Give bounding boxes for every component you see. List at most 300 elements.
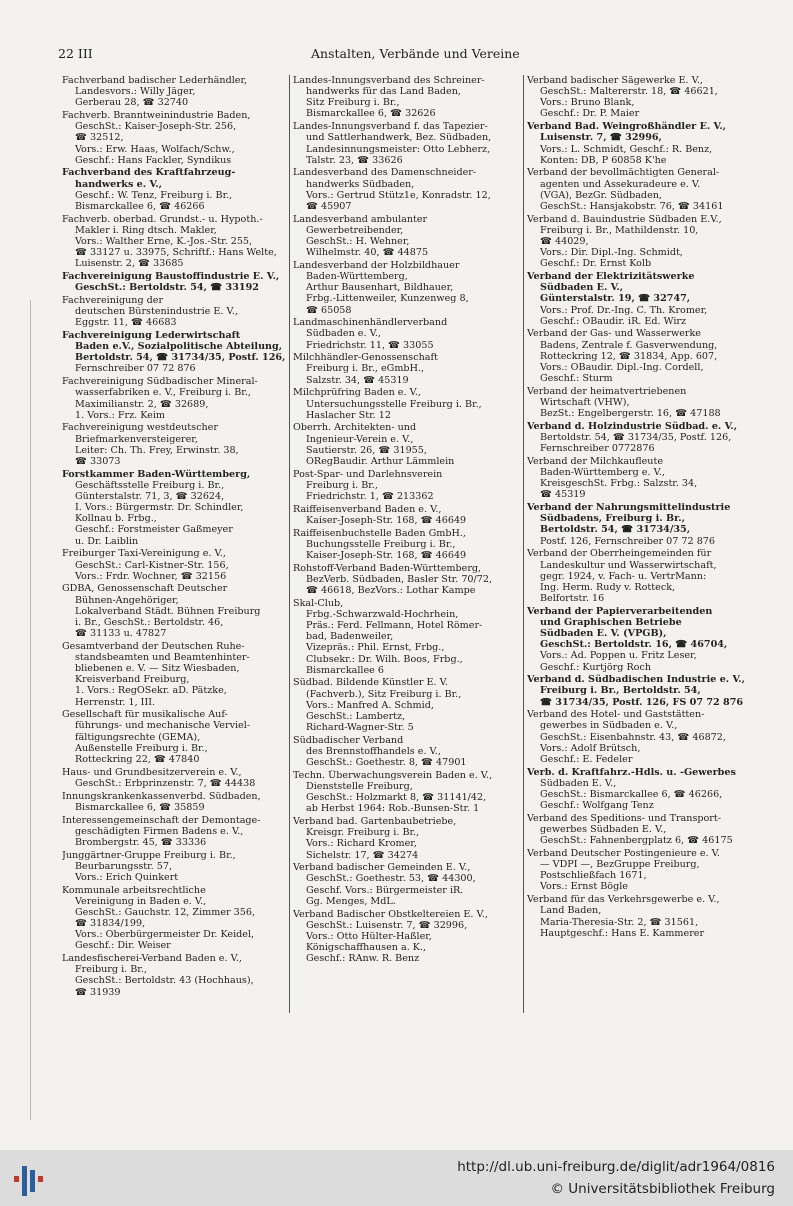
entry-line: Vors.: OBaudir. Dipl.-Ing. Cordell, (540, 361, 704, 373)
directory-entry (527, 167, 767, 212)
entry-line: Buchungsstelle Freiburg i. Br., (306, 538, 456, 550)
library-logo-icon (12, 1158, 48, 1198)
entry-line: Freiburg i. Br., (306, 479, 378, 491)
entry-line: Interessengemeinschaft der Demontage- (62, 814, 261, 826)
directory-entry (527, 214, 767, 270)
entry-line: Verband der Elektrizitätswerke (527, 271, 695, 283)
entry-line: Verband des Speditions- und Transport- (527, 812, 721, 824)
directory-entry (293, 528, 529, 561)
entry-line: ☎ 31734/35, Postf. 126, FS 07 72 876 (540, 696, 744, 708)
entry-line: Südbadens, Freiburg i. Br., (540, 513, 685, 525)
entry-line: Fachvereinigung Baustoffindustrie E. V., (62, 271, 280, 283)
column-divider (289, 75, 290, 1013)
entry-line: Salzstr. 34, ☎ 45319 (306, 374, 409, 386)
column-middle (293, 75, 529, 966)
entry-line: Skal-Club, (293, 597, 344, 609)
entry-line: Landesinnungsmeister: Otto Lebherz, (306, 143, 491, 155)
entry-line: ☎ 31133 u. 47827 (75, 628, 167, 640)
entry-line: und Graphischen Betriebe (540, 616, 682, 628)
entry-line: Gesamtverband der Deutschen Ruhe- (62, 640, 245, 652)
directory-entry (527, 848, 767, 893)
entry-line: ☎ 32512, (75, 132, 124, 144)
entry-line: Verband der Oberrheingemeinden für (527, 548, 712, 560)
entry-line: Fachverband des Kraftfahrzeug- (62, 167, 236, 179)
entry-line: GeschSt.: Erbprinzenstr. 7, ☎ 44438 (75, 777, 256, 789)
entry-line: Kreisgr. Freiburg i. Br., (306, 827, 420, 839)
entry-line: Verband der Milchkaufleute (527, 455, 664, 467)
entry-line: Konten: DB, P 60858 K'he (540, 154, 667, 166)
entry-line: GeschSt.: Kaiser-Joseph-Str. 256, (75, 121, 237, 133)
entry-line: Bismarckallee 6, ☎ 46266 (75, 200, 205, 212)
entry-line: Geschf.: Kurtjörg Roch (540, 661, 652, 673)
entry-line: GeschSt.: Bertoldstr. 54, ☎ 33192 (75, 282, 259, 294)
entry-line: Friedrichstr. 1, ☎ 213362 (306, 490, 434, 502)
entry-line: Fachvereinigung westdeutscher (62, 422, 218, 434)
entry-line: Verband d. Holzindustrie Südbad. e. V., (527, 420, 738, 432)
entry-line: Vereinigung in Baden e. V., (75, 895, 207, 907)
entry-line: und Sattlerhandwerk, Bez. Südbaden, (306, 132, 492, 144)
entry-line: gegr. 1924, v. Fach- u. VertrMann: (540, 570, 707, 582)
entry-line: GeschSt.: Luisenstr. 7, ☎ 32996, (306, 919, 468, 931)
entry-line: Land Baden, (540, 905, 602, 917)
entry-line: Untersuchungsstelle Freiburg i. Br., (306, 398, 482, 410)
entry-line: GeschSt.: Goethestr. 8, ☎ 47901 (306, 757, 467, 769)
entry-line: ab Herbst 1964: Rob.-Bunsen-Str. 1 (306, 803, 480, 815)
entry-line: Rotteckring 22, ☎ 47840 (75, 753, 200, 765)
entry-line: Vors.: Manfred A. Schmid, (306, 699, 434, 711)
entry-line: Königschaffhausen a. K., (306, 942, 427, 953)
entry-line: GDBA, Genossenschaft Deutscher (62, 583, 228, 595)
directory-entry (527, 767, 767, 812)
entry-line: Verband des Hotel- und Gaststätten- (527, 709, 705, 721)
entry-line: wasserfabriken e. V., Freiburg i. Br., (75, 387, 251, 399)
entry-line: (VGA), BezGr. Südbaden, (540, 189, 662, 201)
entry-line: Sitz Freiburg i. Br., (306, 97, 400, 109)
directory-entry (62, 548, 288, 581)
directory-entry (62, 330, 288, 375)
entry-line: ☎ 45319 (540, 489, 586, 501)
entry-line: Kreisverband Freiburg, (75, 674, 190, 686)
directory-entry (293, 469, 529, 502)
entry-line: Vors.: Walther Erne, K.-Jos.-Str. 255, (75, 235, 253, 247)
entry-line: GeschSt.: Holzmarkt 8, ☎ 31141/42, (306, 792, 487, 804)
entry-line: Bismarckallee 6, ☎ 32626 (306, 108, 436, 120)
entry-line: Freiburg i. Br., eGmbH., (306, 363, 425, 375)
directory-entry (527, 271, 767, 327)
entry-line: Milchhändler-Genossenschaft (293, 352, 438, 364)
directory-entry (527, 328, 767, 384)
entry-line: Geschf.: W. Tenz, Freiburg i. Br., (75, 189, 233, 201)
entry-line: Verband Badischer Obstkeltereien E. V., (293, 908, 488, 920)
entry-line: Südbaden E. V., (540, 777, 617, 789)
entry-line: Eggstr. 11, ☎ 46683 (75, 317, 177, 329)
entry-line: KreisgeschSt. Frbg.: Salzstr. 34, (540, 478, 698, 490)
entry-line: 1. Vors.: RegOSekr. aD. Pätzke, (75, 685, 227, 697)
entry-line: GeschSt.: Fahnenbergplatz 6, ☎ 46175 (540, 835, 733, 847)
entry-line: bad, Badenweiler, (306, 631, 394, 643)
entry-line: Verband badischer Sägewerke E. V., (527, 75, 703, 86)
margin-line (30, 300, 31, 1120)
directory-entry (527, 813, 767, 846)
entry-line: Kaiser-Joseph-Str. 168, ☎ 46649 (306, 514, 467, 526)
entry-line: Wilhelmstr. 40, ☎ 44875 (306, 247, 429, 259)
entry-line: Vors.: Erich Quinkert (75, 871, 179, 883)
entry-line: GeschSt.: Bismarckallee 6, ☎ 46266, (540, 789, 723, 800)
source-url-link[interactable]: http://dl.ub.uni-freiburg.de/diglit/adr1964/0816 (457, 1159, 775, 1175)
entry-line: Landeskultur und Wasserwirtschaft, (540, 559, 717, 571)
entry-line: GeschSt.: Eisenbahnstr. 43, ☎ 46872, (540, 731, 726, 743)
entry-line: geschädigten Firmen Badens e. V., (75, 825, 244, 837)
entry-line: Geschf.: Wolfgang Tenz (540, 800, 654, 812)
entry-line: Bertoldstr. 54, ☎ 31734/35, Postf. 126, (75, 352, 286, 364)
directory-entry (62, 75, 288, 108)
entry-line: Kaiser-Joseph-Str. 168, ☎ 46649 (306, 549, 467, 561)
entry-line: Landes-Innungsverband des Schreiner- (293, 75, 485, 86)
entry-line: Landesverband des Damenschneider- (293, 167, 477, 179)
entry-line: gewerbes Südbaden E. V., (540, 824, 667, 836)
directory-entry (62, 167, 288, 212)
entry-line: deutschen Bürstenindustrie E. V., (75, 306, 238, 318)
entry-line: Belfortstr. 16 (540, 592, 605, 604)
entry-line: Arthur Bausenhart, Bildhauer, (306, 282, 454, 294)
entry-line: Landmaschinenhändlerverband (293, 317, 448, 329)
copyright-text: © Universitätsbibliothek Freiburg (550, 1181, 775, 1197)
entry-line: GeschSt.: Lambertz, (306, 710, 406, 722)
entry-line: Fachverb. Branntweinindustrie Baden, (62, 110, 251, 122)
entry-line: ORegBaudir. Arthur Lämmlein (306, 455, 455, 467)
entry-line: Südbaden E. V. (VPGB), (540, 628, 667, 640)
entry-line: GeschSt.: Goethestr. 53, ☎ 44300, (306, 873, 476, 885)
directory-entry (527, 606, 767, 673)
entry-line: Maximilianstr. 2, ☎ 32689, (75, 398, 209, 410)
entry-line: Fachvereinigung Lederwirtschaft (62, 330, 241, 341)
entry-line: Südbad. Bildende Künstler E. V. (293, 677, 448, 689)
column-right (527, 75, 767, 940)
entry-line: Vors.: Erw. Haas, Wolfach/Schw., (75, 143, 235, 155)
entry-line: Geschf.: Forstmeister Gaßmeyer (75, 524, 233, 536)
directory-entry (293, 121, 529, 166)
entry-line: Vors.: Adolf Brütsch, (540, 742, 641, 754)
entry-line: ☎ 33073 (75, 455, 121, 467)
entry-line: Fernschreiber 0772876 (540, 443, 655, 455)
entry-line: ☎ 31834/199, (75, 918, 146, 930)
directory-entry (527, 75, 767, 120)
directory-entry (62, 214, 288, 270)
entry-line: Bertoldstr. 54, ☎ 31734/35, (540, 524, 691, 536)
entry-line: Raiffeisenverband Baden e. V., (293, 503, 442, 515)
entry-line: Baden e.V., Sozialpolitische Abteilung, (75, 341, 283, 353)
entry-line: ☎ 45907 (306, 200, 352, 212)
directory-entry (293, 677, 529, 733)
entry-line: GeschSt.: Bertoldstr. 43 (Hochhaus), (75, 975, 254, 987)
entry-line: Kommunale arbeitsrechtliche (62, 884, 206, 896)
directory-entry (62, 469, 288, 547)
directory-entry (527, 548, 767, 604)
entry-line: Geschf.: Dir. Weiser (75, 940, 171, 952)
entry-line: ☎ 31939 (75, 986, 121, 998)
directory-entry (293, 563, 529, 596)
entry-line: Brombergstr. 45, ☎ 33336 (75, 836, 207, 848)
entry-line: Badens, Zentrale f. Gasverwendung, (540, 339, 718, 351)
entry-line: Geschf.: OBaudir. iR. Ed. Wirz (540, 315, 687, 327)
directory-entry (293, 167, 529, 212)
entry-line: Sichelstr. 17, ☎ 34274 (306, 849, 419, 861)
entry-line: Vors.: Ad. Poppen u. Fritz Leser, (540, 650, 697, 662)
entry-line: Landesfischerei-Verband Baden e. V., (62, 953, 242, 965)
entry-line: ☎ 44029, (540, 235, 589, 247)
entry-line: Verband der Gas- und Wasserwerke (527, 328, 701, 340)
directory-entry (62, 850, 288, 883)
entry-line: Geschf.: Dr. Ernst Kolb (540, 258, 652, 270)
directory-entry (293, 816, 529, 861)
entry-line: Verband der Papierverarbeitenden (527, 605, 713, 617)
directory-entry (62, 110, 288, 166)
entry-line: Luisenstr. 7, ☎ 32996, (540, 132, 662, 144)
entry-line: Südbaden e. V., (306, 328, 381, 340)
entry-line: Haslacher Str. 12 (306, 409, 391, 421)
entry-line: ☎ 46618, BezVors.: Lothar Kampe (306, 585, 476, 596)
entry-line: BezSt.: Engelbergerstr. 16, ☎ 47188 (540, 408, 721, 420)
directory-entry (293, 909, 529, 965)
directory-entry (293, 422, 529, 467)
entry-line: Vors.: Otto Hülter-Haßler, (306, 930, 432, 942)
entry-line: Fachverb. oberbad. Grundst.- u. Hypoth.- (62, 213, 263, 225)
entry-line: Baden-Württemberg, (306, 271, 408, 283)
entry-line: Geschf.: Dr. P. Maier (540, 108, 640, 120)
entry-line: Freiburg i. Br., (75, 964, 147, 976)
entry-line: Vors.: L. Schmidt, Geschf.: R. Benz, (540, 143, 713, 155)
entry-line: handwerks e. V., (75, 178, 162, 190)
entry-line: Vors.: Oberbürgermeister Dr. Keidel, (75, 929, 255, 941)
directory-entry (62, 641, 288, 708)
entry-line: — VDPI —, BezGruppe Freiburg, (540, 859, 700, 871)
directory-entry (62, 295, 288, 328)
column-left (62, 75, 288, 999)
entry-line: Junggärtner-Gruppe Freiburg i. Br., (62, 849, 236, 861)
entry-line: Verband für das Verkehrsgewerbe e. V., (527, 894, 720, 906)
directory-entry (527, 456, 767, 501)
entry-line: GeschSt.: Hansjakobstr. 76, ☎ 34161 (540, 200, 724, 212)
entry-line: Südbaden E. V., (540, 282, 624, 294)
entry-line: Vizepräs.: Phil. Ernst, Frbg., (306, 642, 445, 654)
entry-line: Forstkammer Baden-Württemberg, (62, 468, 251, 480)
entry-line: Verband Deutscher Postingenieure e. V. (527, 847, 720, 859)
entry-line: Freiburg i. Br., Bertoldstr. 54, (540, 685, 701, 697)
entry-line: Geschf.: RAnw. R. Benz (306, 953, 420, 965)
page-header (58, 46, 757, 64)
entry-line: Außenstelle Freiburg i. Br., (75, 742, 208, 754)
entry-line: Vors.: Dir. Dipl.-Ing. Schmidt, (540, 247, 683, 259)
entry-line: Verb. d. Kraftfahrz.-Hdls. u. -Gewerbes (527, 766, 736, 778)
directory-entry (293, 387, 529, 420)
entry-line: Ingenieur-Verein e. V., (306, 433, 414, 445)
entry-line: Postschließfach 1671, (540, 870, 647, 882)
entry-line: Geschf.: Hans Fackler, Syndikus (75, 154, 232, 166)
entry-line: (Fachverb.), Sitz Freiburg i. Br., (306, 688, 462, 700)
entry-line: Herrenstr. 1, III. (75, 696, 156, 708)
entry-line: führungs- und mechanische Verviel- (75, 720, 251, 732)
entry-line: Gerberau 28, ☎ 32740 (75, 97, 189, 109)
directory-entry (62, 791, 288, 813)
entry-line: Fachvereinigung der (62, 294, 164, 306)
entry-line: Postf. 126, Fernschreiber 07 72 876 (540, 535, 716, 547)
entry-line: Vors.: Prof. Dr.-Ing. C. Th. Kromer, (540, 304, 708, 316)
entry-line: Milchprüfring Baden e. V., (293, 387, 421, 399)
directory-entry (293, 260, 529, 316)
entry-line: Geschäftsstelle Freiburg i. Br., (75, 479, 225, 491)
entry-line: Günterstalstr. 71, 3, ☎ 32624, (75, 490, 225, 502)
directory-entry (527, 121, 767, 166)
entry-line: handwerks Südbaden, (306, 178, 415, 190)
entry-line: Verband Bad. Weingroßhändler E. V., (527, 121, 727, 133)
directory-entry (293, 214, 529, 259)
entry-line: Verband der bevollmächtigten General- (527, 167, 720, 179)
entry-line: gewerbes in Südbaden e. V., (540, 720, 678, 732)
directory-entry (293, 598, 529, 676)
directory-entry (293, 770, 529, 815)
directory-entry (527, 674, 767, 707)
entry-line: Gg. Menges, MdL. (306, 895, 396, 907)
entry-line: Landesvors.: Willy Jäger, (75, 86, 196, 98)
directory-entry (527, 709, 767, 765)
directory-entry (62, 271, 288, 293)
entry-line: handwerks für das Land Baden, (306, 86, 461, 98)
entry-line: 1. Vors.: Frz. Keim (75, 409, 166, 421)
entry-line: Haus- und Grundbesitzerverein e. V., (62, 766, 242, 778)
entry-line: Fachvereinigung Südbadischer Mineral- (62, 376, 258, 388)
entry-line: Techn. Überwachungsverein Baden e. V., (293, 769, 493, 781)
entry-line: Hauptgeschf.: Hans E. Kammerer (540, 927, 705, 939)
entry-line: I. Vors.: Bürgermstr. Dr. Schindler, (75, 502, 244, 514)
entry-line: Bismarckallee 6, ☎ 35859 (75, 801, 205, 813)
entry-line: Vors.: Ernst Bögle (540, 881, 628, 893)
directory-entry (62, 767, 288, 789)
entry-line: Gewerbetreibender, (306, 224, 404, 236)
entry-line: Richard-Wagner-Str. 5 (306, 722, 414, 734)
entry-line: ☎ 33127 u. 33975, Schriftf.: Hans Welte, (75, 247, 277, 259)
entry-line: GeschSt.: Gauchstr. 12, Zimmer 356, (75, 906, 256, 918)
entry-line: BezVerb. Südbaden, Basler Str. 70/72, (306, 573, 493, 585)
entry-line: standsbeamten und Beamtenhinter- (75, 651, 250, 663)
entry-line: Dienststelle Freiburg, (306, 781, 413, 793)
entry-line: Vors.: Frdr. Wochner, ☎ 32156 (75, 570, 227, 582)
directory-entry (293, 75, 529, 120)
entry-line: GeschSt.: H. Wehner, (306, 235, 410, 247)
directory-entry (62, 422, 288, 467)
entry-line: Leiter: Ch. Th. Frey, Erwinstr. 38, (75, 444, 239, 456)
entry-line: Rotteckring 12, ☎ 31834, App. 607, (540, 350, 718, 362)
entry-line: Südbadischer Verband (293, 734, 404, 746)
entry-line: Clubsekr.: Dr. Wilh. Boos, Frbg., (306, 653, 463, 665)
entry-line: Post-Spar- und Darlehnsverein (293, 468, 443, 480)
entry-line: Günterstalstr. 19, ☎ 32747, (540, 293, 691, 305)
directory-entry (62, 583, 288, 639)
entry-line: i. Br., GeschSt.: Bertoldstr. 46, (75, 616, 224, 628)
entry-line: Rohstoff-Verband Baden-Württemberg, (293, 562, 482, 574)
entry-line: Vors.: Gertrud Stütz1e, Konradstr. 12, (306, 189, 491, 201)
entry-line: Verband badischer Gemeinden E. V., (293, 862, 471, 874)
entry-line: Verband d. Bauindustrie Südbaden E.V., (527, 213, 722, 225)
entry-line: bliebenen e. V. — Sitz Wiesbaden, (75, 663, 240, 675)
directory-entry (62, 376, 288, 421)
directory-entry (293, 352, 529, 385)
entry-line: Makler i. Ring dtsch. Makler, (75, 224, 217, 236)
entry-line: Präs.: Ferd. Fellmann, Hotel Römer- (306, 620, 483, 632)
entry-line: Geschf. Vors.: Bürgermeister iR. (306, 884, 464, 896)
page-number: 22 III (58, 46, 93, 61)
entry-line: GeschSt.: Maltererstr. 18, ☎ 46621, (540, 86, 718, 98)
entry-line: Vors.: Bruno Blank, (540, 97, 635, 109)
entry-line: Friedrichstr. 11, ☎ 33055 (306, 339, 434, 351)
entry-line: GeschSt.: Carl-Kistner-Str. 156, (75, 559, 229, 571)
entry-line: Luisenstr. 2, ☎ 33685 (75, 258, 184, 270)
entry-line: Geschf.: E. Fedeler (540, 753, 633, 765)
entry-line: Sautierstr. 26, ☎ 31955, (306, 444, 427, 456)
entry-line: Frbg.-Littenweiler, Kunzenweg 8, (306, 293, 469, 305)
directory-entry (62, 709, 288, 765)
entry-line: Landesverband der Holzbildhauer (293, 259, 460, 271)
entry-line: Verband der heimatvertriebenen (527, 385, 687, 397)
entry-line: Bismarckallee 6 (306, 664, 384, 676)
entry-line: Gesellschaft für musikalische Auf- (62, 709, 228, 721)
entry-line: Fachverband badischer Lederhändler, (62, 75, 248, 86)
page-title: Anstalten, Verbände und Vereine (311, 46, 520, 61)
entry-line: Landes-Innungsverband f. das Tapezier- (293, 121, 488, 133)
entry-line: Maria-Theresia-Str. 2, ☎ 31561, (540, 916, 699, 928)
directory-entry (527, 386, 767, 419)
entry-line: Fernschreiber 07 72 876 (75, 363, 196, 375)
entry-line: Kollnau b. Frbg., (75, 513, 157, 525)
directory-entry (293, 504, 529, 526)
entry-line: Bühnen-Angehöriger, (75, 594, 179, 606)
entry-line: Freiburger Taxi-Vereinigung e. V., (62, 548, 226, 560)
entry-line: Wirtschaft (VHW), (540, 396, 630, 408)
directory-entry (293, 735, 529, 768)
entry-line: Vors.: Richard Kromer, (306, 838, 417, 850)
directory-entry (62, 953, 288, 998)
entry-line: Baden-Württemberg e. V., (540, 467, 665, 479)
entry-line: Landesverband ambulanter (293, 213, 428, 225)
entry-line: Lokalverband Städt. Bühnen Freiburg (75, 605, 261, 617)
entry-line: Freiburg i. Br., Mathildenstr. 10, (540, 224, 699, 236)
entry-line: des Brennstoffhandels e. V., (306, 745, 441, 757)
entry-line: Verband der Nahrungsmittelindustrie (527, 502, 731, 514)
footer-bar (0, 1150, 793, 1206)
directory-entry (293, 862, 529, 907)
entry-line: Verband bad. Gartenbaubetriebe, (293, 816, 457, 828)
entry-line: Verband d. Südbadischen Industrie e. V., (527, 674, 745, 686)
entry-line: Bertoldstr. 54, ☎ 31734/35, Postf. 126, (540, 432, 732, 443)
entry-line: Frbg.-Schwarzwald-Hochrhein, (306, 608, 459, 620)
entry-line: Oberrh. Architekten- und (293, 422, 417, 434)
entry-line: GeschSt.: Bertoldstr. 16, ☎ 46704, (540, 639, 728, 651)
entry-line: Talstr. 23, ☎ 33626 (306, 154, 403, 166)
entry-line: Geschf.: Sturm (540, 373, 613, 385)
entry-line: agenten und Assekuradeure e. V. (540, 178, 701, 190)
entry-line: u. Dr. Laiblin (75, 535, 139, 547)
entry-line: Innungskrankenkassenverbd. Südbaden, (62, 790, 261, 802)
entry-line: Briefmarkenversteigerer, (75, 433, 198, 445)
directory-entry (293, 317, 529, 350)
directory-entry (527, 502, 767, 547)
entry-line: ☎ 65058 (306, 304, 352, 316)
directory-entry (527, 421, 767, 454)
entry-line: Ing. Herm. Rudy v. Rotteck, (540, 581, 676, 593)
entry-line: Beurbarungsstr. 57, (75, 860, 173, 872)
entry-line: fältigungsrechte (GEMA), (75, 731, 201, 743)
directory-entry (527, 894, 767, 939)
directory-entry (62, 815, 288, 848)
